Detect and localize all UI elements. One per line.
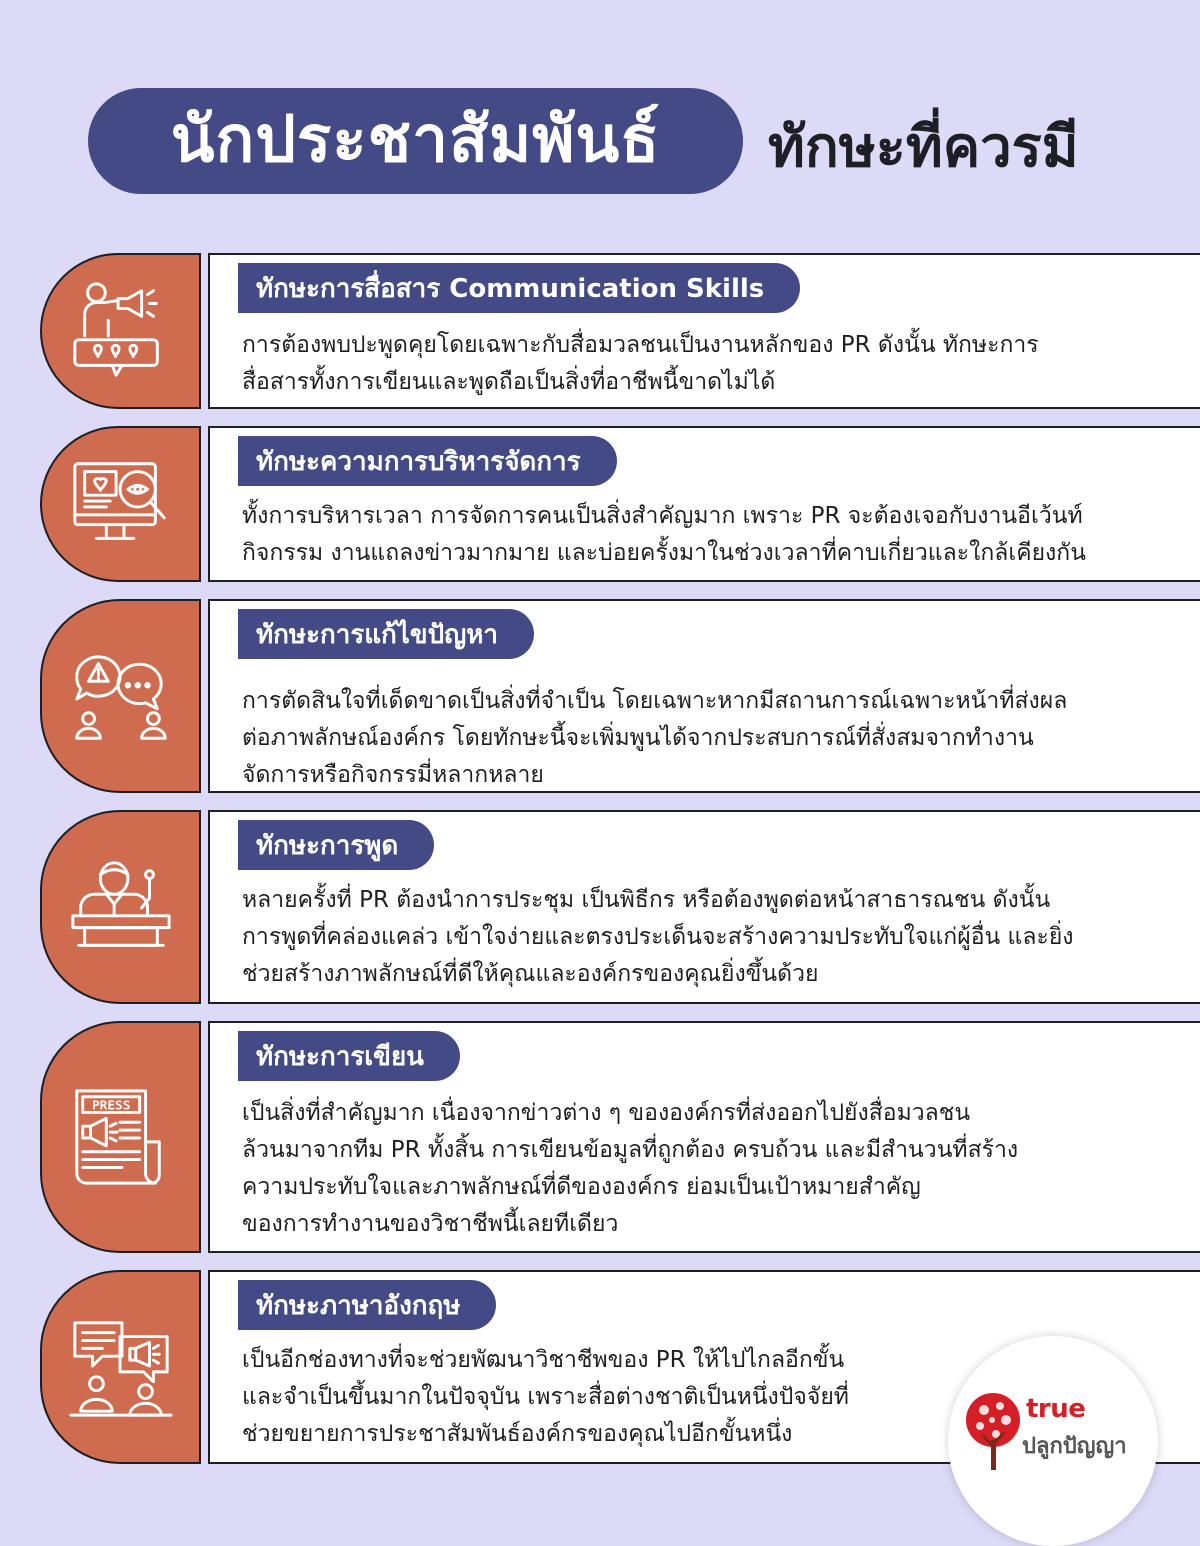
page-title: นักประชาสัมพันธ์ — [88, 88, 743, 194]
skill-card — [208, 810, 1200, 1004]
true-plookpanya-logo — [948, 1336, 1158, 1546]
skill-row-problem-solving — [0, 599, 1200, 793]
tree-logo-icon — [962, 1390, 1024, 1476]
skill-card — [208, 426, 1200, 582]
skill-description: หลายครั้งที่ PR ต้องนำการประชุม เป็นพิธีกร หรือต้องพูดต่อหน้าสาธารณชน ดังนั้น การพูดที่คล่องแคล่ว เข้าใจง่ายและตรงประเด็นจะสร้างความประทับใจแก่ผู้อื่น และยิ่ง ช่วยสร้างภาพลักษณ์ที่ดีให้คุณและองค์กรของคุณยิ่งขึ้นด้วย — [242, 887, 1074, 987]
podium-speaker-icon — [67, 853, 175, 961]
problem-discussion-icon — [67, 642, 175, 750]
skill-card — [208, 253, 1200, 409]
monitor-magnifier-icon — [67, 450, 175, 558]
language-chat-icon — [67, 1313, 175, 1421]
icon-tab — [40, 810, 201, 1004]
skill-title: ทักษะภาษาอังกฤษ — [238, 1280, 496, 1330]
skill-card — [208, 1021, 1200, 1253]
press-release-icon — [67, 1083, 175, 1191]
icon-tab — [40, 426, 201, 582]
skill-title: ทักษะการสื่อสาร Communication Skills — [238, 263, 800, 313]
logo-tagline-text: ปลูกปัญญา — [1022, 1434, 1127, 1459]
icon-tab — [40, 253, 201, 409]
skill-description: ทั้งการบริหารเวลา การจัดการคนเป็นสิ่งสำคัญมาก เพราะ PR จะต้องเจอกับงานอีเว้นท์ กิจกรรม งานแถลงข่าวมากมาย และบ่อยครั้งมาในช่วงเวลาที่คาบเกี่ยวและใกล้เคียงกัน — [242, 503, 1086, 566]
icon-tab — [40, 599, 201, 793]
skill-description: การต้องพบปะพูดคุยโดยเฉพาะกับสื่อมวลชนเป็นงานหลักของ PR ดังนั้น ทักษะการ สื่อสารทั้งการเขียนและพูดถือเป็นสิ่งที่อาชีพนี้ขาดไม่ได้ — [242, 332, 1039, 395]
page-subtitle: ทักษะที่ควรมี — [768, 114, 1079, 180]
skill-row-management — [0, 426, 1200, 582]
skill-row-writing — [0, 1021, 1200, 1253]
megaphone-speaker-icon — [67, 277, 175, 385]
logo-brand-text: true — [1026, 1394, 1086, 1424]
skill-title: ทักษะการแก้ไขปัญหา — [238, 609, 534, 659]
skill-row-communication — [0, 253, 1200, 409]
skill-title: ทักษะการเขียน — [238, 1031, 460, 1081]
skill-row-speaking — [0, 810, 1200, 1004]
skill-description: การตัดสินใจที่เด็ดขาดเป็นสิ่งที่จำเป็น โดยเฉพาะหากมีสถานการณ์เฉพาะหน้าที่ส่งผล ต่อภาพลักษณ์องค์กร โดยทักษะนี้จะเพิ่มพูนได้จากประสบการณ์ที่สั่งสมจากทำงาน จัดการหรือกิจกรรมี่หลากหลาย — [242, 688, 1068, 788]
skill-description: เป็นอีกช่องทางที่จะช่วยพัฒนาวิชาชีพของ PR ให้ไปไกลอีกขั้น และจำเป็นขึ้นมากในปัจจุบัน เพราะสื่อต่างชาติเป็นหนึ่งปัจจัยที่ ช่วยขยายการประชาสัมพันธ์องค์กรของคุณไปอีกขั้นหนึ่ง — [242, 1347, 849, 1447]
skill-title: ทักษะความการบริหารจัดการ — [238, 436, 617, 486]
skill-description: เป็นสิ่งที่สำคัญมาก เนื่องจากข่าวต่าง ๆ ขององค์กรที่ส่งออกไปยังสื่อมวลชน ล้วนมาจากทีม PR ทั้งสิ้น การเขียนข้อมูลที่ถูกต้อง ครบถ้วน และมีสำนวนที่สร้าง ความประทับใจและภาพลักษณ์ที่ดีขององค์กร ย่อมเป็นเป้าหมายสำคัญ ของการทำงานของวิชาชีพนี้เลยทีเดียว — [242, 1100, 1019, 1237]
icon-tab — [40, 1270, 201, 1464]
press-label: PRESS — [91, 1098, 130, 1114]
skill-card — [208, 599, 1200, 793]
skill-title: ทักษะการพูด — [238, 820, 434, 870]
icon-tab — [40, 1021, 201, 1253]
